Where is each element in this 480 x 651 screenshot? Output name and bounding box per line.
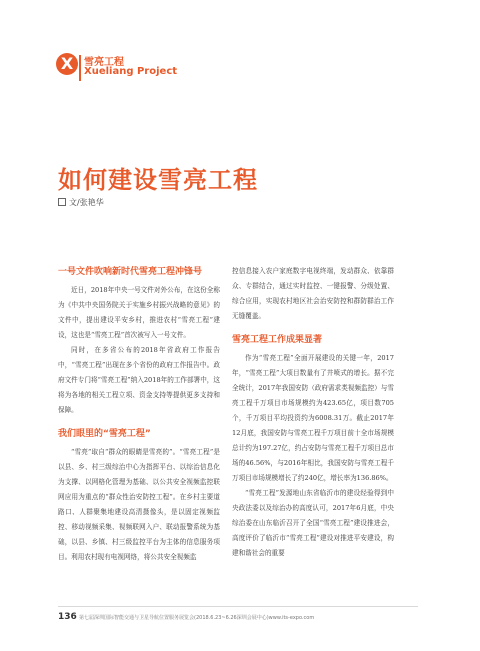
paragraph-3-continued: 控信息接入农户家庭数字电视终端，发动群众、依靠群众、专群结合，通过实时监控、一键报警、分级处置、综合应用，实现农村地区社会治安防控和群防群治工作无缝覆盖。	[232, 267, 394, 320]
section-title-en: Xueliang Project	[84, 66, 178, 77]
x-logo-letter: X	[60, 54, 74, 73]
x-logo-icon	[56, 53, 78, 75]
subheading-3: 雪亮工程工作成果显著	[232, 335, 323, 345]
page-number: 136	[58, 612, 77, 622]
footer-text: 第七届深圳国际智能交通与卫星导航位置服务展览会(2018.6.23~6.26深圳会展中心)www.its-expo.com	[79, 615, 315, 621]
header-divider	[79, 55, 81, 81]
section-title-zh: 雪亮工程	[84, 57, 124, 68]
subheading-1: 一号文件吹响新时代雪亮工程冲锋号	[58, 267, 203, 277]
footer-divider	[58, 606, 418, 607]
author-box-icon	[58, 198, 66, 206]
article-title: 如何建设雪亮工程	[58, 166, 258, 194]
right-column	[232, 264, 394, 561]
paragraph-3: “雪亮”取自“群众的眼睛是雪亮的”。“雪亮工程”是以县、乡、村三级综治中心为指挥平台、以综治信息化为支撑、以网格化管理为基础、以公共安全视频监控联网应用为重点的“群众性治安防控工程”。在乡村主要道路口、人群聚集地建设高清摄像头，是以固定视频监控、移动视频采集、视频联网入户、联动报警系统为基础，以县、乡镇、村三级监控平台为主体的信息服务项目。利用农村现有电视网络，将公共安全视频监	[58, 448, 220, 561]
paragraph-5: “雪亮工程”发源地山东省临沂市的建设经验得到中央政法委以及综治办的高度认可，2017年6月底，中央综治委在山东临沂召开了全国“雪亮工程”建设推进会，高度评价了临沂市“雪亮工程”建设对推进平安建设，构建和谐社会的重要	[232, 489, 394, 557]
subheading-2: 我们眼里的“雪亮工程”	[58, 429, 151, 439]
paragraph-1: 近日，2018年中央一号文件对外公布，在这份全称为《中共中央国务院关于实施乡村振兴战略的意见》的文件中，提出建设平安乡村，推进农村“雪亮工程”建设，这也是“雪亮工程”首次被写入一号文件。	[58, 286, 220, 339]
left-column	[58, 264, 220, 565]
author-byline	[58, 197, 104, 208]
paragraph-2: 同时，在多省公布的2018年省政府工作报告中，“雪亮工程”出现在多个省份的政府工作报告中。政府文件专门将“雪亮工程”纳入2018年的工作部署中，这将为各地的相关工程立项、资金支持等提供更多支持和保障。	[58, 346, 220, 414]
author-name: 文/张艳华	[69, 198, 104, 207]
paragraph-4: 作为“雪亮工程”全面开展建设的关键一年，2017年，“雪亮工程”大项目数量有了井喷式的增长。据不完全统计，2017年我国安防（政府需求类视频监控）与雪亮工程千万项目市场规模约为423.65亿，项目数705个，千万项目平均投资约为6008.31万。截止2017年12月底，我国安防与雪亮工程千万项目前十全市场规模总计约为197.27亿，约占安防与雪亮工程千万项目总市场的46.56%，与2016年相比，我国安防与雪亮工程千万项目市场规模增长了约240亿，增长率为136.86%。	[232, 354, 394, 482]
